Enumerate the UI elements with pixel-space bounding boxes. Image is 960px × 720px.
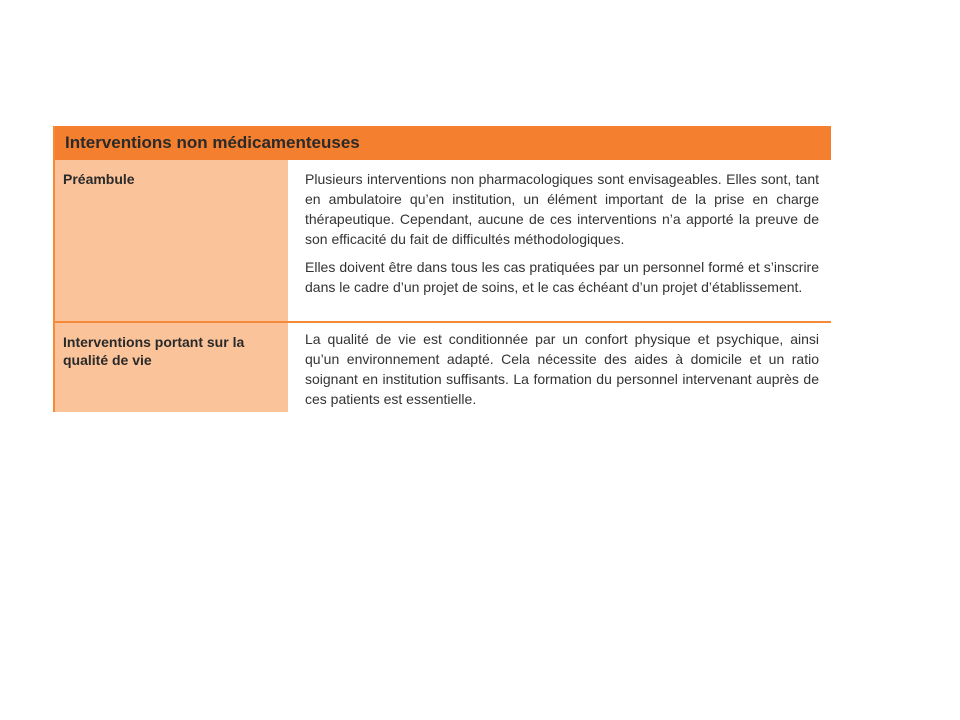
paragraph: Plusieurs interventions non pharmacologiques sont envisageables. Elles sont, tant en ambulatoire qu’en institution, un élément important de la prise en charge thérapeutique. Cependant, aucune de ces interventions n’a apporté la preuve de son efficacité du fait de difficultés méthodologiques. [305, 171, 819, 247]
row-content [288, 323, 831, 412]
paragraph: Elles doivent être dans tous les cas pratiquées par un personnel formé et s’inscrire dans le cadre d’un projet de soins, et le cas échéant d’un projet d’établissement. [305, 259, 819, 295]
table-header [55, 126, 831, 160]
table-row-preambule [55, 160, 831, 321]
row-label: Interventions portant sur la qualité de vie [55, 323, 288, 412]
table-row-qualite-de-vie [55, 323, 831, 412]
row-label: Préambule [55, 160, 288, 321]
interventions-table [53, 126, 831, 412]
row-content [288, 160, 831, 321]
paragraph: La qualité de vie est conditionnée par un confort physique et psychique, ainsi qu’un environnement adapté. Cela nécessite des aides à domicile et un ratio soignant en institution suffisants. La formation du personnel intervenant auprès de ces patients est essentielle. [305, 331, 819, 407]
table-title: Interventions non médicamenteuses [65, 133, 360, 152]
